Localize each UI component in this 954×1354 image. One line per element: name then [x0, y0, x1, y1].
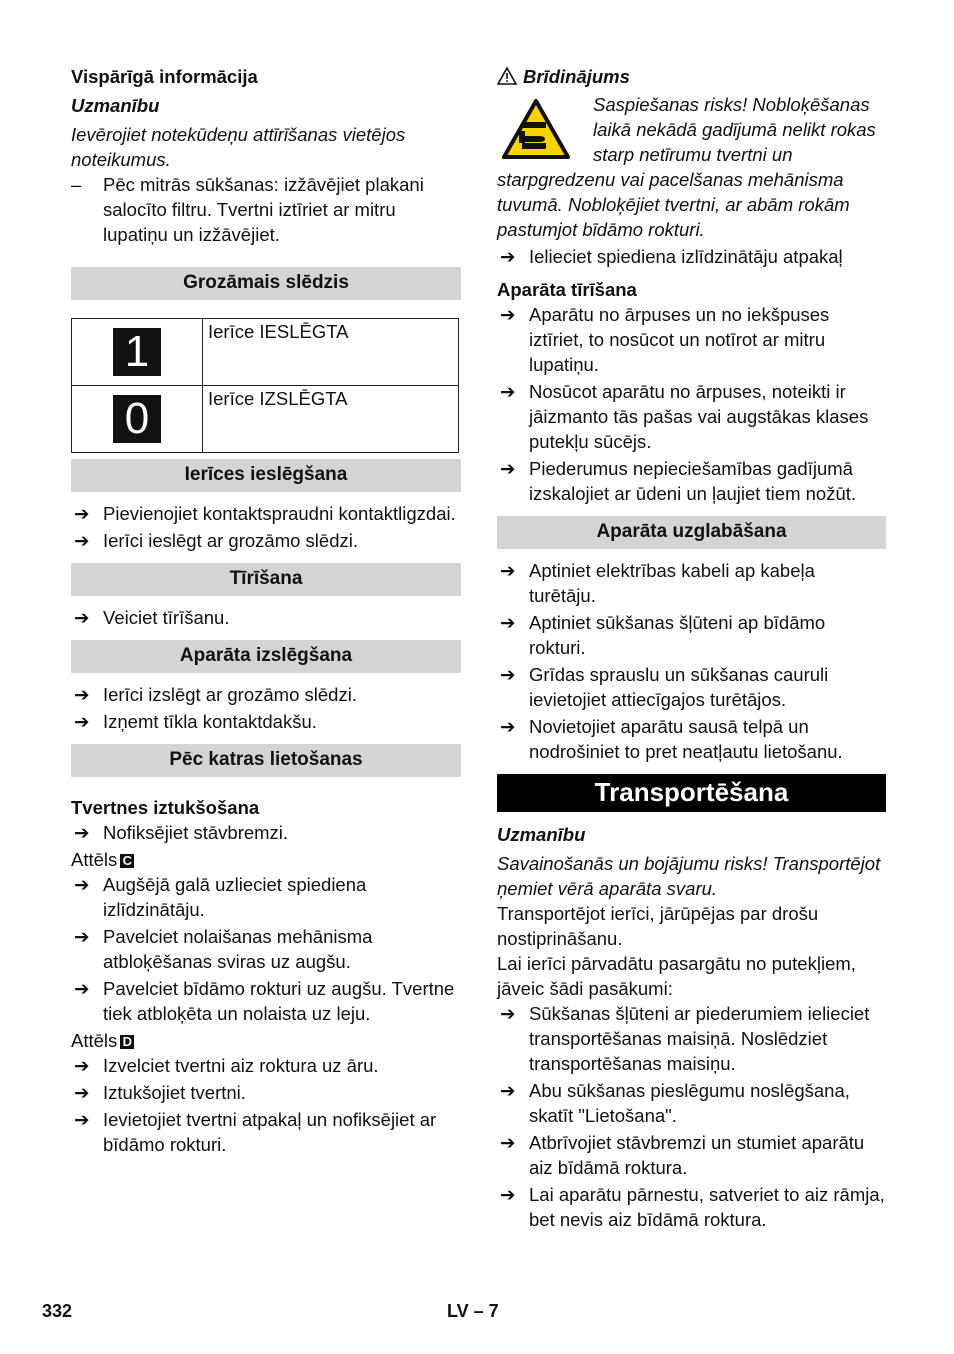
section-switch-on: Ierīces ieslēgšana: [71, 459, 461, 492]
arrow-right-icon: ➔: [500, 716, 516, 737]
switch-row-on: [72, 319, 459, 386]
arrow-right-icon: ➔: [74, 1109, 90, 1130]
list-item: [71, 872, 461, 922]
figure-ref-c: [71, 847, 461, 872]
transport-paragraph-1: Transportējot ierīci, jārūpējas par drošu nostiprināšanu.: [497, 903, 819, 949]
arrow-right-icon: ➔: [500, 664, 516, 685]
switch-on-list: [71, 501, 461, 553]
list-item-text: Nofiksējiet stāvbremzi.: [103, 822, 289, 843]
emptying-list-1: [71, 820, 461, 845]
list-item-text: Ierīci ieslēgt ar grozāmo slēdzi.: [103, 530, 358, 551]
list-item: [71, 709, 461, 734]
dash-list-item: [71, 172, 461, 247]
list-item-text: Ierīci izslēgt ar grozāmo slēdzi.: [103, 684, 357, 705]
arrow-right-icon: ➔: [74, 684, 90, 705]
list-item: [497, 302, 886, 377]
figure-letter-c: C: [120, 854, 134, 868]
list-item: [497, 1130, 886, 1180]
storage-list: [497, 558, 886, 764]
list-item-text: Pavelciet bīdāmo rokturi uz augšu. Tvertne tiek atbloķēta un nolaista uz leju.: [103, 978, 455, 1024]
warning-block: [497, 92, 886, 242]
caution-text: Ievērojiet notekūdeņu attīrīšanas vietējos noteikumus.: [71, 124, 406, 170]
section-cleaning: Tīrīšana: [71, 563, 461, 596]
list-item-text: Grīdas sprauslu un sūkšanas cauruli ievietojiet attiecīgajos turētājos.: [529, 664, 829, 710]
list-item-text: Aptiniet elektrības kabeli ap kabeļa turētāju.: [529, 560, 815, 606]
list-item: [71, 820, 461, 845]
list-item-text: Aparātu no ārpuses un no iekšpuses iztīriet, to nosūcot un notīrot ar mitru lupatiņu.: [529, 304, 830, 375]
list-item-text: Izvelciet tvertni aiz roktura uz āru.: [103, 1055, 379, 1076]
figure-letter-d: D: [120, 1035, 134, 1049]
warning-list: [497, 244, 886, 269]
figure-label: Attēls: [71, 849, 118, 870]
arrow-right-icon: ➔: [500, 458, 516, 479]
arrow-right-icon: ➔: [74, 1082, 90, 1103]
switch-table: [71, 318, 459, 453]
section-rotary-switch: Grozāmais slēdzis: [71, 267, 461, 300]
list-item: [71, 682, 461, 707]
section-transport: Transportēšana: [497, 774, 886, 812]
arrow-right-icon: ➔: [74, 711, 90, 732]
arrow-right-icon: ➔: [74, 926, 90, 947]
switch-off-list: [71, 682, 461, 734]
list-item: [497, 1078, 886, 1128]
figure-ref-d: [71, 1028, 461, 1053]
warning-heading: [497, 64, 886, 89]
switch-off-text: Ierīce IZSLĒGTA: [203, 386, 459, 453]
list-item-text: Novietojiet aparātu sausā telpā un nodrošiniet to pret neatļautu lietošanu.: [529, 716, 843, 762]
arrow-right-icon: ➔: [500, 560, 516, 581]
page-number: 332: [42, 1301, 73, 1321]
switch-off-icon: 0: [113, 395, 161, 443]
list-item: [71, 605, 461, 630]
list-item-text: Lai aparātu pārnestu, satveriet to aiz rāmja, bet nevis aiz bīdāmā roktura.: [529, 1184, 885, 1230]
list-item: [497, 662, 886, 712]
section-switch-off: Aparāta izslēgšana: [71, 640, 461, 673]
emptying-list-2: [71, 872, 461, 1026]
list-item-text: Ievietojiet tvertni atpakaļ un nofiksējiet ar bīdāmo rokturi.: [103, 1109, 437, 1155]
dash-item-text: Pēc mitrās sūkšanas: izžāvējiet plakani salocīto filtru. Tvertni iztīriet ar mitru lupatiņu un izžāvējiet.: [103, 174, 424, 245]
list-item-text: Sūkšanas šļūteni ar piederumiem ielieciet transportēšanas maisiņā. Noslēdziet transportēšanas maisiņu.: [529, 1003, 870, 1074]
transport-paragraph-2: Lai ierīci pārvadātu pasargātu no putekļiem, jāveic šādi pasākumi:: [497, 953, 856, 999]
list-item: [497, 558, 886, 608]
list-item: [497, 1182, 886, 1232]
section-storage: Aparāta uzglabāšana: [497, 516, 886, 549]
right-column: [497, 64, 886, 1232]
list-item-text: Nosūcot aparātu no ārpuses, noteikti ir jāizmanto tās pašas vai augstākas klases putekļu sūcējs.: [529, 381, 869, 452]
list-item-text: Iztukšojiet tvertni.: [103, 1082, 246, 1103]
list-item-text: Abu sūkšanas pieslēgumu noslēgšana, skatīt "Lietošana".: [529, 1080, 850, 1126]
list-item: [497, 456, 886, 506]
transport-list: [497, 1001, 886, 1232]
switch-on-icon: 1: [113, 328, 161, 376]
list-item-text: Atbrīvojiet stāvbremzi un stumiet aparātu aiz bīdāmā roktura.: [529, 1132, 865, 1178]
list-item: [497, 244, 886, 269]
emptying-heading: Tvertnes iztukšošana: [71, 797, 260, 818]
list-item: [71, 528, 461, 553]
device-cleaning-list: [497, 302, 886, 506]
list-item: [497, 610, 886, 660]
list-item: [497, 379, 886, 454]
general-info-heading: Vispārīgā informācija: [71, 66, 258, 87]
warning-title: Brīdinājums: [523, 66, 630, 87]
arrow-right-icon: ➔: [500, 1184, 516, 1205]
list-item-text: Pavelciet nolaišanas mehānisma atbloķēšanas sviras uz augšu.: [103, 926, 373, 972]
warning-text: Saspiešanas risks! Nobloķēšanas laikā nekādā gadījumā nelikt rokas starp netīrumu tvertni un starpgredzenu vai pacelšanas mehānisma tuvumā. Nobloķējiet tvertni, ar abām rokām pastumjot bīdāmo rokturi.: [497, 94, 876, 240]
list-item-text: Veiciet tīrīšanu.: [103, 607, 230, 628]
arrow-right-icon: ➔: [500, 1080, 516, 1101]
left-column: [71, 64, 461, 1157]
arrow-right-icon: ➔: [500, 1132, 516, 1153]
warning-triangle-icon: [497, 67, 517, 85]
list-item: [71, 1053, 461, 1078]
list-item: [71, 1107, 461, 1157]
list-item: [71, 1080, 461, 1105]
section-after-use: Pēc katras lietošanas: [71, 744, 461, 777]
arrow-right-icon: ➔: [74, 978, 90, 999]
list-item-text: Augšējā galā uzlieciet spiediena izlīdzinātāju.: [103, 874, 367, 920]
list-item-text: Piederumus nepieciešamības gadījumā izskalojiet ar ūdeni un ļaujiet tiem nožūt.: [529, 458, 857, 504]
language-page-label: LV – 7: [447, 1301, 499, 1321]
crush-hazard-icon: [501, 98, 571, 160]
arrow-right-icon: ➔: [74, 874, 90, 895]
list-item-text: Izņemt tīkla kontaktdakšu.: [103, 711, 317, 732]
cleaning-list: [71, 605, 461, 630]
list-item: [71, 924, 461, 974]
list-item-text: Ielieciet spiediena izlīdzinātāju atpakaļ: [529, 246, 843, 267]
list-item: [497, 1001, 886, 1076]
switch-on-text: Ierīce IESLĒGTA: [203, 319, 459, 386]
switch-symbol-cell: [72, 386, 203, 453]
arrow-right-icon: ➔: [500, 304, 516, 325]
transport-caution-text: Savainošanās un bojājumu risks! Transportējot ņemiet vērā aparāta svaru.: [497, 853, 881, 899]
arrow-right-icon: ➔: [74, 503, 90, 524]
figure-label: Attēls: [71, 1030, 118, 1051]
arrow-right-icon: ➔: [500, 1003, 516, 1024]
dash-marker: –: [71, 174, 82, 195]
arrow-right-icon: ➔: [500, 246, 516, 267]
list-item-text: Pievienojiet kontaktspraudni kontaktligzdai.: [103, 503, 456, 524]
list-item: [497, 714, 886, 764]
caution-label: Uzmanību: [71, 95, 160, 116]
switch-symbol-cell: [72, 319, 203, 386]
arrow-right-icon: ➔: [74, 822, 90, 843]
arrow-right-icon: ➔: [500, 381, 516, 402]
list-item: [71, 976, 461, 1026]
arrow-right-icon: ➔: [74, 1055, 90, 1076]
list-item-text: Aptiniet sūkšanas šļūteni ap bīdāmo rokturi.: [529, 612, 826, 658]
device-cleaning-heading: Aparāta tīrīšana: [497, 279, 637, 300]
list-item: [71, 501, 461, 526]
switch-row-off: [72, 386, 459, 453]
arrow-right-icon: ➔: [74, 530, 90, 551]
arrow-right-icon: ➔: [74, 607, 90, 628]
emptying-list-3: [71, 1053, 461, 1157]
transport-caution-label: Uzmanību: [497, 824, 586, 845]
arrow-right-icon: ➔: [500, 612, 516, 633]
